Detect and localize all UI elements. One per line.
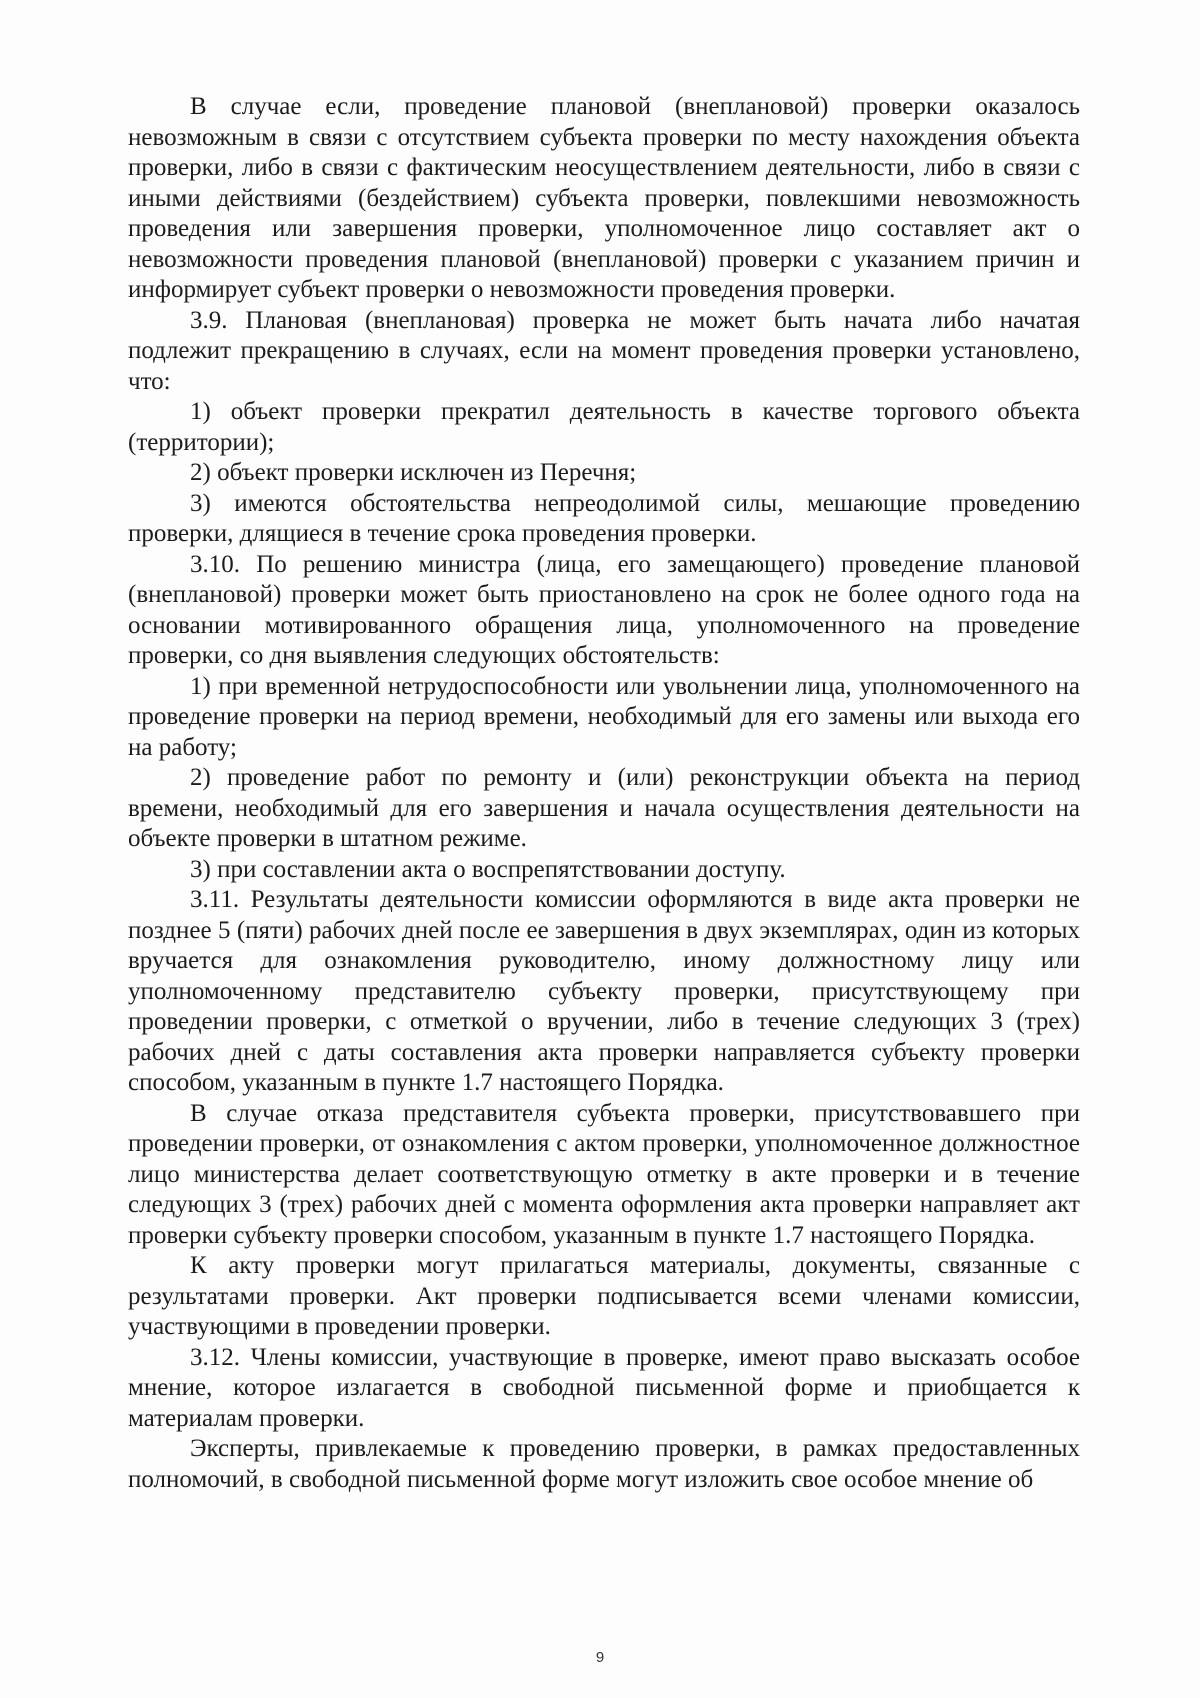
page-number: 9: [595, 1649, 605, 1666]
paragraph-3-10: 3.10. По решению министра (лица, его замещающего) проведение плановой (внеплановой) проверки может быть приостановлено на срок не более одного года на основании мотивированного обращения лица, уполномоченного на проведение проверки, со дня выявления следующих обстоятельств:: [128, 550, 1080, 669]
paragraph-3-10-item-1: 1) при временной нетрудоспособности или увольнении лица, уполномоченного на проведение проверки на период времени, необходимый для его замены или выхода его на работу;: [128, 672, 1080, 761]
paragraph-3-9-item-3: 3) имеются обстоятельства непреодолимой силы, мешающие проведению проверки, длящиеся в течение срока проведения проверки.: [128, 489, 1080, 547]
paragraph-impossibility-act: В случае если, проведение плановой (внеплановой) проверки оказалось невозможным в связи с отсутствием субъекта проверки по месту нахождения объекта проверки, либо в связи с фактическим неосуществлением деятельности, либо в связи с иными действиями (бездействием) субъекта проверки, повлекшими невозможность проведения или завершения проверки, уполномоченное лицо составляет акт о невозможности проведения плановой (внеплановой) проверки с указанием причин и информирует субъект проверки о невозможности проведения проверки.: [128, 93, 1080, 303]
paragraph-3-10-item-3: 3) при составлении акта о воспрепятствовании доступу.: [190, 855, 786, 883]
paragraph-3-10-item-2: 2) проведение работ по ремонту и (или) реконструкции объекта на период времени, необходимый для его завершения и начала осуществления деятельности на объекте проверки в штатном режиме.: [128, 764, 1080, 852]
paragraph-experts: Эксперты, привлекаемые к проведению проверки, в рамках предоставленных полномочий, в свободной письменной форме могут изложить свое особое мнение об: [128, 1435, 1080, 1493]
paragraph-attachments: К акту проверки могут прилагаться материалы, документы, связанные с результатами проверки. Акт проверки подписывается всеми членами комиссии, участвующими в проведении проверки.: [128, 1252, 1080, 1340]
paragraph-refusal: В случае отказа представителя субъекта проверки, присутствовавшего при проведении проверки, от ознакомления с актом проверки, уполномоченное должностное лицо министерства делает соответствующую отметку в акте проверки и в течение следующих 3 (трех) рабочих дней с момента оформления акта проверки направляет акт проверки субъекту проверки способом, указанным в пункте 1.7 настоящего Порядка.: [128, 1099, 1080, 1249]
paragraph-3-9-item-2: 2) объект проверки исключен из Перечня;: [190, 459, 637, 486]
paragraph-3-11: 3.11. Результаты деятельности комиссии оформляются в виде акта проверки не позднее 5 (пяти) рабочих дней после ее завершения в двух экземплярах, один из которых вручается для ознакомления руководителю, иному должностному лицу или уполномоченному представителю субъекту проверки, присутствующему при проведении проверки, с отметкой о вручении, либо в течение следующих 3 (трех) рабочих дней с даты составления акта проверки направляется субъекту проверки способом, указанным в пункте 1.7 настоящего Порядка.: [128, 886, 1080, 1096]
document-body: [128, 92, 1080, 1495]
paragraph-3-12: 3.12. Члены комиссии, участвующие в проверке, имеют право высказать особое мнение, которое излагается в свободной письменной форме и приобщается к материалам проверки.: [128, 1343, 1080, 1432]
paragraph-3-9: 3.9. Плановая (внеплановая) проверка не может быть начата либо начатая подлежит прекращению в случаях, если на момент проведения проверки установлено, что:: [128, 306, 1080, 395]
paragraph-3-9-item-1: 1) объект проверки прекратил деятельность в качестве торгового объекта (территории);: [128, 398, 1080, 456]
